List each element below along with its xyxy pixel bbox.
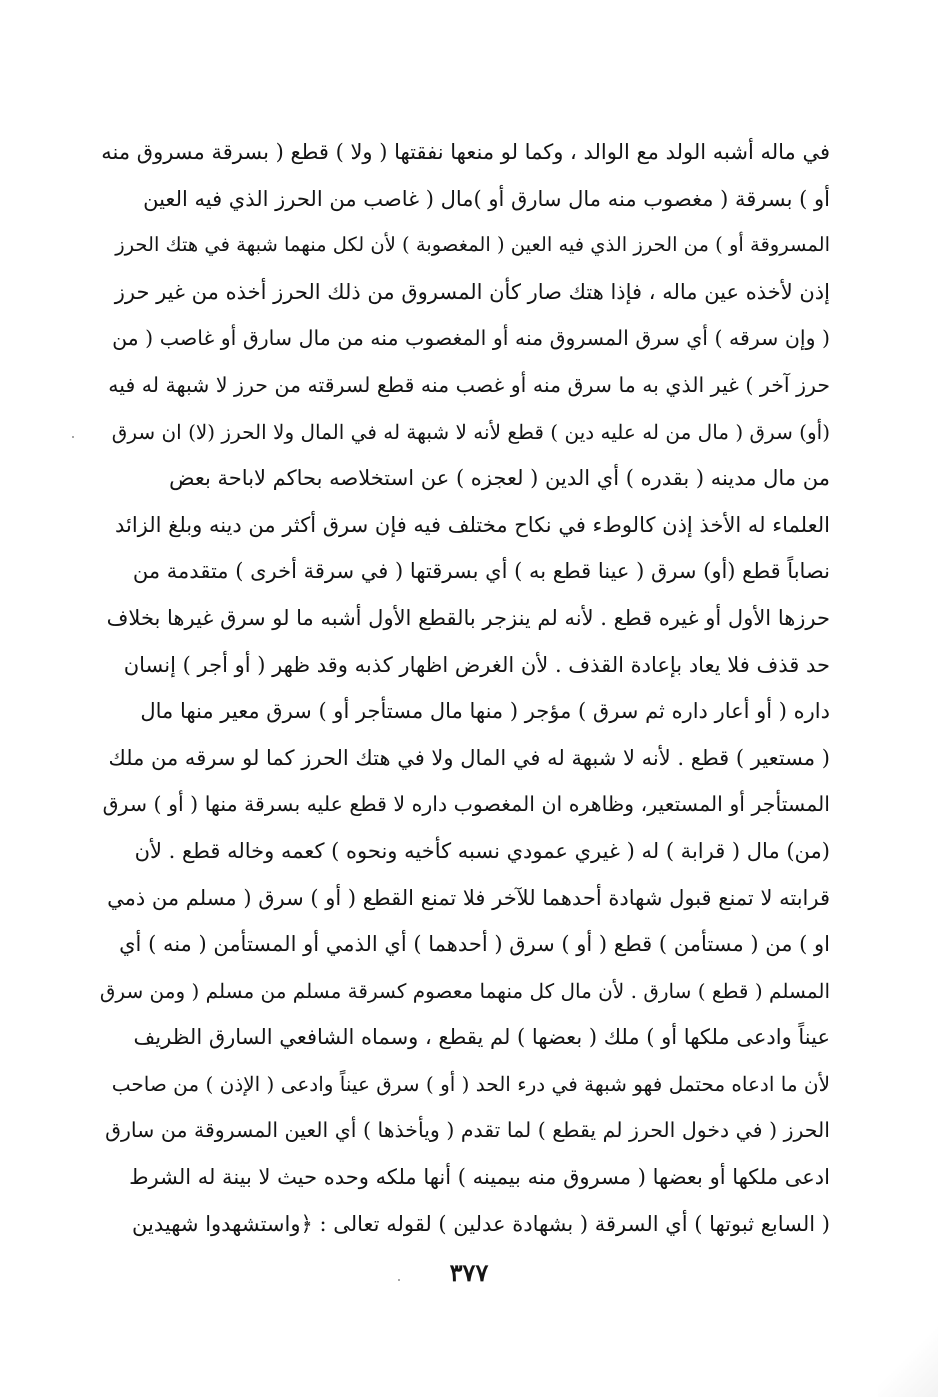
text-line: حرز آخر ) غير الذي به ما سرق منه أو غصب منه قطع لسرقته من حرز لا شبهة له فيه — [108, 372, 830, 397]
text-line: المسروقة أو ) من الحرز الذي فيه العين ( المغصوبة ) لأن لكل منهما شبهة في هتك الحرز — [115, 233, 830, 257]
scan-speck — [72, 436, 74, 438]
text-line: حرزها الأول أو غيره قطع . لأنه لم ينزجر بالقطع الأول أشبه ما لو سرق غيرها بخلاف — [106, 605, 830, 630]
text-line: العلماء له الأخذ إذن كالوطء في نكاح مختلف فيه فإن سرق أكثر من دينه وبلغ الزائد — [114, 512, 830, 537]
scan-speck — [398, 1279, 400, 1281]
text-line: قرابته لا تمنع قبول شهادة أحدهما للآخر فلا تمنع القطع ( أو ) سرق ( مسلم من ذمي — [107, 885, 830, 910]
text-line: (أو) سرق ( مال من له عليه دين ) قطع لأنه لا شبهة له في المال ولا الحرز (لا) ان سرق — [111, 419, 830, 444]
text-line: ( مستعير ) قطع . لأنه لا شبهة له في المال ولا في هتك الحرز كما لو سرقه من ملك — [108, 745, 830, 770]
page-number: ٣٧٧ — [449, 1258, 489, 1287]
text-line: المستأجر أو المستعير، وظاهره ان المغصوب داره لا قطع عليه بسرقة منها ( أو ) سرق — [102, 792, 830, 817]
text-line: نصاباً قطع (أو) سرق ( عينا قطع به ) أي بسرقتها ( في سرقة أخرى ) متقدمة من — [132, 559, 830, 584]
text-line: المسلم ( قطع ) سارق . لأن مال كل منهما معصوم كسرقة مسلم من مسلم ( ومن سرق — [100, 978, 830, 1003]
text-line: إذن لأخذه عين ماله ، فإذا هتك صار كأن المسروق من ذلك الحرز أخذه من غير حرز — [114, 279, 830, 304]
text-line: في ماله أشبه الولد مع الوالد ، وكما لو منعها نفقتها ( ولا ) قطع ( بسرقة مسروق منه — [101, 140, 830, 164]
text-line: ( السابع ثبوتها ) أي السرقة ( بشهادة عدلين ) لقوله تعالى : ﴿واستشهدوا شهيدين — [132, 1211, 830, 1236]
scan-edge-shadow — [878, 1277, 938, 1397]
text-line: ادعى ملكها أو بعضها ( مسروق منه بيمينه ) أنها ملكه وحده حيث لا بينة له الشرط — [129, 1165, 830, 1190]
text-line: من مال مدينه ( بقدره ) أي الدين ( لعجزه ) عن استخلاصه بحاكم لاباحة بعض — [169, 466, 830, 491]
text-line: ( وإن سرقه ) أي سرق المسروق منه أو المغصوب منه من مال سارق أو غاصب ( من — [112, 326, 830, 351]
text-line: أو ) بسرقة ( مغصوب منه مال سارق أو )مال ( غاصب من الحرز الذي فيه العين — [143, 186, 830, 211]
text-line: (من) مال ( قرابة ) له ( غيري عمودي نسبه كأخيه ونحوه ) كعمه وخاله قطع . لأن — [134, 838, 830, 863]
text-line: حد قذف فلا يعاد بإعادة القذف . لأن الغرض اظهار كذبه وقد ظهر ( أو أجر ) إنسان — [123, 652, 830, 677]
text-line: عيناً وادعى ملكها أو ) ملك ( بعضها ) لم يقطع ، وسماه الشافعي السارق الظريف — [133, 1025, 830, 1050]
body-text — [100, 129, 830, 1247]
text-line: داره ( أو أعار داره ثم سرق ) مؤجر ( منها مال مستأجر أو ) سرق معير منها مال — [140, 699, 830, 724]
text-line: او ) من ( مستأمن ) قطع ( أو ) سرق ( أحدهما ) أي الذمي أو المستأمن ( منه ) أي — [119, 932, 830, 957]
text-line: لأن ما ادعاه محتمل فهو شبهة في درء الحد ( أو ) سرق عيناً وادعى ( الإذن ) من صاحب — [111, 1071, 830, 1096]
text-line: الحرز ( في دخول الحرز لم يقطع ) لما تقدم ( ويأخذها ) أي العين المسروقة من سارق — [105, 1118, 830, 1143]
